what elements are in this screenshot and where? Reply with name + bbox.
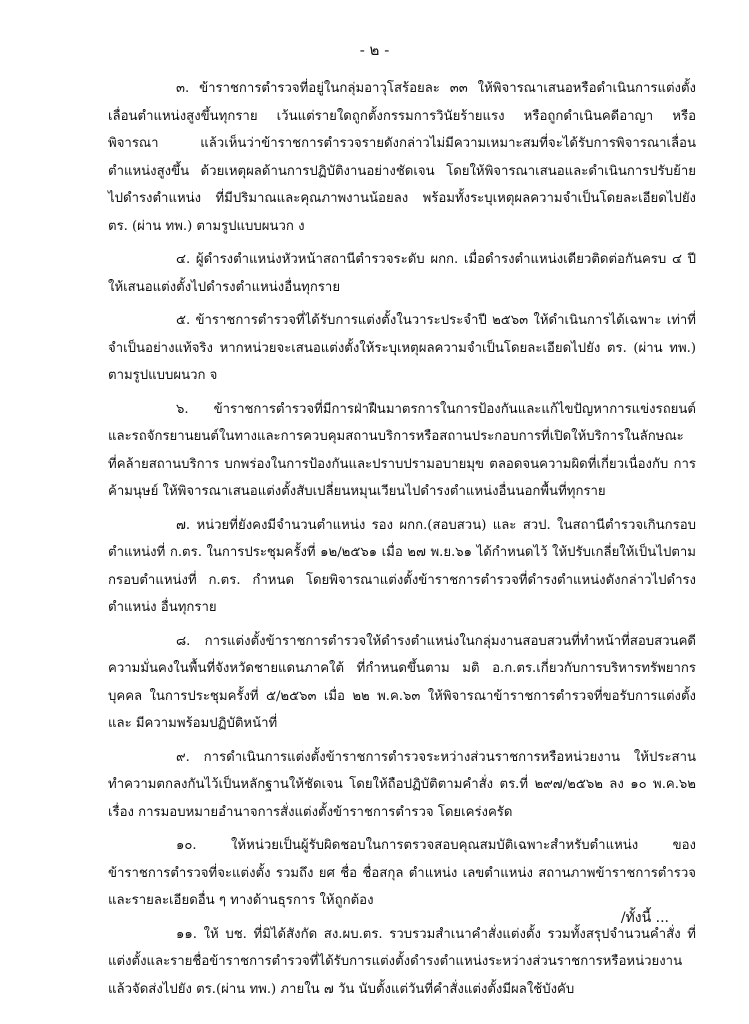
paragraph-10: ๑๐. ให้หน่วยเป็นผู้รับผิดชอบในการตรวจสอบคุณสมบัติเฉพาะสำหรับตำแหน่ง ของข้าราชการตำรวจที่จะแต่งตั้ง รวมถึง ยศ ชื่อ ชื่อสกุล ตำแหน่ง เลขตำแหน่ง สถานภาพข้าราชการตำรวจ และรายละเอียดอื่น ๆ ทางด้านธุรการ ให้ถูกต้อง bbox=[108, 838, 696, 908]
paragraph-9: ๙. การดำเนินการแต่งตั้งข้าราชการตำรวจระหว่างส่วนราชการหรือหน่วยงาน ให้ประสาน ทำความตกลงกันไว้เป็นหลักฐานให้ชัดเจน โดยให้ถือปฏิบัติตามคำสั่ง ตร.ที่ ๒๙๗/๒๕๖๒ ลง ๑๐ พ.ค.๖๒ เรื่อง การมอบหมายอำนาจการสั่งแต่งตั้งข้าราชการตำรวจ โดยเคร่งครัด bbox=[108, 749, 696, 820]
paragraph-3: ๓. ข้าราชการตำรวจที่อยู่ในกลุ่มอาวุโสร้อยละ ๓๓ ให้พิจารณาเสนอหรือดำเนินการแต่งตั้ง เลื่อนตำแหน่งสูงขึ้นทุกราย เว้นแต่รายใดถูกตั้งกรรมการวินัยร้ายแรง หรือถูกดำเนินคดีอาญา หรือพิจารณา แล้วเห็นว่าข้าราชการตำรวจรายดังกล่าวไม่มีความเหมาะสมที่จะได้รับการพิจารณาเลื่อนตำแหน่งสูงขึ้น ด้วยเหตุผลด้านการปฏิบัติงานอย่างชัดเจน โดยให้พิจารณาเสนอและดำเนินการปรับย้ายไปดำรงตำแหน่ง ที่มีปริมาณและคุณภาพงานน้อยลง พร้อมทั้งระบุเหตุผลความจำเป็นโดยละเอียดไปยัง ตร. (ผ่าน ทพ.) ตามรูปแบบผนวก ง bbox=[108, 81, 696, 234]
paragraph-11: ๑๑. ให้ บช. ที่มิได้สังกัด สง.ผบ.ตร. รวบรวมสำเนาคำสั่งแต่งตั้ง รวมทั้งสรุปจำนวนคำสั่ง ที่แต่งตั้งและรายชื่อข้าราชการตำรวจที่ได้รับการแต่งตั้งดำรงตำแหน่งระหว่างส่วนราชการหรือหน่วยงาน แล้วจัดส่งไปยัง ตร.(ผ่าน ทพ.) ภายใน ๗ วัน นับตั้งแต่วันที่คำสั่งแต่งตั้งมีผลใช้บังคับ bbox=[108, 926, 696, 997]
paragraph-7: ๗. หน่วยที่ยังคงมีจำนวนตำแหน่ง รอง ผกก.(สอบสวน) และ สวป. ในสถานีตำรวจเกินกรอบ ตำแหน่งที่ ก.ตร. ในการประชุมครั้งที่ ๑๒/๒๕๖๑ เมื่อ ๒๗ พ.ย.๖๑ ได้กำหนดไว้ ให้ปรับเกลี่ยให้เป็นไปตาม กรอบตำแหน่งที่ ก.ตร. กำหนด โดยพิจารณาแต่งตั้งข้าราชการตำรวจที่ดำรงตำแหน่งดังกล่าวไปดำรงตำแหน่ง อื่นทุกราย bbox=[108, 517, 696, 615]
continuation-marker: /ทั้งนี้ ... bbox=[620, 910, 669, 926]
paragraph-5: ๕. ข้าราชการตำรวจที่ได้รับการแต่งตั้งในวาระประจำปี ๒๕๖๓ ให้ดำเนินการได้เฉพาะ เท่าที่จำเป็นอย่างแท้จริง หากหน่วยจะเสนอแต่งตั้งให้ระบุเหตุผลความจำเป็นโดยละเอียดไปยัง ตร. (ผ่าน ทพ.) ตามรูปแบบผนวก จ bbox=[108, 313, 696, 383]
document-body bbox=[108, 75, 696, 1009]
page-number: - ๒ - bbox=[359, 41, 390, 59]
paragraph-6: ๖. ข้าราชการตำรวจที่มีการฝ่าฝืนมาตรการในการป้องกันและแก้ไขปัญหาการแข่งรถยนต์ และรถจักรยานยนต์ในทางและการควบคุมสถานบริการหรือสถานประกอบการที่เปิดให้บริการในลักษณะ ที่คล้ายสถานบริการ บกพร่องในการป้องกันและปราบปรามอบายมุข ตลอดจนความผิดที่เกี่ยวเนื่องกับ การค้ามนุษย์ ให้พิจารณาเสนอแต่งตั้งสับเปลี่ยนหมุนเวียนไปดำรงตำแหน่งอื่นนอกพื้นที่ทุกราย bbox=[108, 401, 696, 499]
paragraph-4: ๔. ผู้ดำรงตำแหน่งหัวหน้าสถานีตำรวจระดับ ผกก. เมื่อดำรงตำแหน่งเดียวติดต่อกันครบ ๔ ปี ให้เสนอแต่งตั้งไปดำรงตำแหน่งอื่นทุกราย bbox=[108, 252, 696, 295]
paragraph-8: ๘. การแต่งตั้งข้าราชการตำรวจให้ดำรงตำแหน่งในกลุ่มงานสอบสวนที่ทำหน้าที่สอบสวนคดี ความมั่นคงในพื้นที่จังหวัดชายแดนภาคใต้ ที่กำหนดขึ้นตาม มติ อ.ก.ตร.เกี่ยวกับการบริหารทรัพยากรบุคคล ในการประชุมครั้งที่ ๕/๒๕๖๓ เมื่อ ๒๒ พ.ค.๖๓ ให้พิจารณาข้าราชการตำรวจที่ขอรับการแต่งตั้งและ มีความพร้อมปฏิบัติหน้าที่ bbox=[108, 633, 696, 731]
